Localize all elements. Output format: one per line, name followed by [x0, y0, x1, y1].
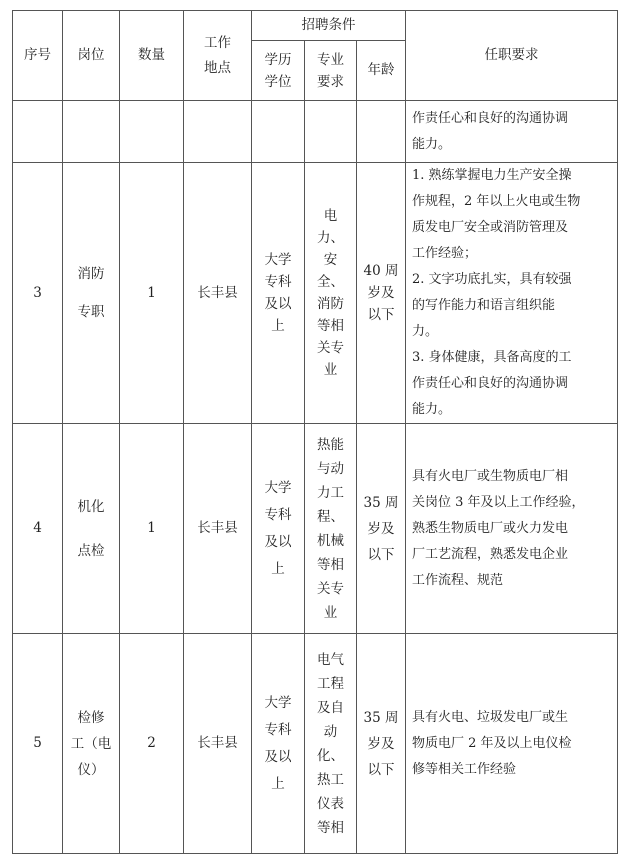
- requirements-line: 作规程，2 年以上火电或生物: [412, 194, 581, 209]
- requirements-line: 2. 文字功底扎实，具有较强: [412, 272, 572, 287]
- location-cell: 长丰县: [184, 163, 252, 424]
- major-line: 消防: [317, 296, 344, 312]
- count-cell: 1: [120, 163, 184, 424]
- requirements-line: 1. 熟练掌握电力生产安全操: [412, 168, 572, 183]
- header-age: 年龄: [357, 41, 406, 101]
- requirements-line: 能力。: [412, 402, 452, 417]
- header-location-line2: 地点: [204, 59, 231, 76]
- major-line: 力、: [317, 230, 344, 246]
- major-line: 等相: [317, 556, 344, 573]
- major-line: 业: [323, 604, 338, 621]
- position-line: 检修: [77, 709, 105, 726]
- cell-empty: [184, 101, 252, 163]
- requirements-cell: [406, 634, 618, 854]
- age-line: 35 周: [363, 494, 399, 511]
- major-line: 机械: [317, 532, 344, 549]
- major-line: 业: [323, 362, 338, 378]
- index-cell: 5: [13, 634, 63, 854]
- header-position: 岗位: [63, 11, 120, 101]
- education-line: 专科: [264, 274, 292, 290]
- education-line: 上: [271, 318, 285, 334]
- header-requirements: 任职要求: [406, 11, 618, 101]
- header-major: [305, 41, 357, 101]
- age-line: 以下: [367, 761, 395, 778]
- requirements-line: 熟悉生物质电厂或火力发电: [412, 520, 569, 536]
- education-line: 专科: [264, 506, 292, 523]
- position-cell: [63, 424, 120, 634]
- requirements-line: 厂工艺流程，熟悉发电企业: [412, 546, 569, 562]
- age-line: 以下: [367, 546, 395, 563]
- requirements-cell: [406, 163, 618, 424]
- cell-empty: [63, 101, 120, 163]
- major-line: 热能: [317, 436, 344, 453]
- header-count: 数量: [120, 11, 184, 101]
- table-row: [13, 634, 618, 854]
- education-line: 及以: [264, 296, 292, 312]
- major-line: 关专: [317, 580, 344, 597]
- requirements-line: 作责任心和良好的沟通协调: [412, 110, 569, 126]
- age-cell: [357, 424, 406, 634]
- requirements-cell: [406, 424, 618, 634]
- age-line: 40 周: [363, 263, 399, 279]
- major-line: 化、: [317, 747, 344, 764]
- major-line: 等相: [317, 819, 344, 836]
- major-line: 安: [323, 252, 338, 268]
- position-line: 仪）: [77, 761, 105, 778]
- age-line: 岁及: [367, 735, 395, 752]
- requirements-line: 具有火电、垃圾发电厂或生: [412, 709, 569, 725]
- position-line: 专职: [77, 304, 105, 320]
- position-line: 点检: [77, 542, 105, 559]
- position-cell: [63, 163, 120, 424]
- major-line: 及自: [317, 699, 344, 716]
- major-line: 动: [323, 723, 338, 740]
- position-line: 消防: [77, 266, 105, 282]
- header-education-line1: 学历: [264, 51, 292, 68]
- index-cell: 4: [13, 424, 63, 634]
- major-line: 电: [323, 208, 338, 224]
- major-line: 仪表: [317, 795, 344, 812]
- requirements-line: 能力。: [412, 136, 452, 152]
- requirements-line: 工作流程、规范: [412, 572, 504, 588]
- major-line: 等相: [317, 318, 344, 334]
- major-line: 关专: [317, 340, 344, 356]
- header-education: [252, 41, 305, 101]
- cell-empty: [120, 101, 184, 163]
- location-cell: 长丰县: [184, 424, 252, 634]
- major-line: 程、: [317, 508, 344, 525]
- education-cell: [252, 634, 305, 854]
- requirements-line: 作责任心和良好的沟通协调: [412, 376, 569, 391]
- header-conditions: 招聘条件: [252, 11, 406, 41]
- education-line: 及以: [264, 533, 292, 550]
- age-cell: [357, 634, 406, 854]
- education-line: 大学: [264, 252, 292, 268]
- header-location-line1: 工作: [204, 34, 231, 51]
- cell-empty: [13, 101, 63, 163]
- age-line: 35 周: [363, 709, 399, 726]
- education-line: 上: [271, 775, 285, 792]
- header-location: [184, 11, 252, 101]
- requirements-line: 物质电厂 2 年及以上电仪检: [412, 735, 572, 751]
- requirements-line: 3. 身体健康，具备高度的工: [412, 350, 572, 365]
- position-line: 机化: [77, 498, 105, 515]
- education-line: 大学: [264, 479, 292, 496]
- header-row-1: [13, 11, 618, 41]
- cell-empty: [357, 101, 406, 163]
- education-line: 及以: [264, 748, 292, 765]
- education-line: 专科: [264, 721, 292, 738]
- position-line: 工（电: [70, 735, 112, 752]
- major-cell: [305, 424, 357, 634]
- major-line: 全、: [317, 274, 344, 290]
- major-line: 工程: [317, 675, 344, 692]
- major-line: 热工: [317, 771, 344, 788]
- requirements-line: 具有火电厂或生物质电厂相: [412, 468, 569, 484]
- major-line: 与动: [317, 460, 344, 477]
- requirements-line: 的写作能力和语言组织能: [412, 298, 556, 313]
- education-line: 大学: [264, 694, 292, 711]
- header-major-line2: 要求: [317, 73, 344, 90]
- location-cell: 长丰县: [184, 634, 252, 854]
- count-cell: 2: [120, 634, 184, 854]
- table-row-continued: [13, 101, 618, 163]
- education-cell: [252, 424, 305, 634]
- header-education-line2: 学位: [264, 73, 292, 90]
- education-line: 上: [271, 560, 285, 577]
- header-index: 序号: [13, 11, 63, 101]
- age-cell: [357, 163, 406, 424]
- count-cell: 1: [120, 424, 184, 634]
- major-line: 电气: [317, 651, 344, 668]
- requirements-line: 修等相关工作经验: [412, 761, 517, 777]
- requirements-line: 力。: [412, 324, 439, 339]
- cell-empty: [305, 101, 357, 163]
- cell-empty: [252, 101, 305, 163]
- requirements-cell: [406, 101, 618, 163]
- index-cell: 3: [13, 163, 63, 424]
- table-row: [13, 424, 618, 634]
- major-line: 力工: [317, 484, 344, 501]
- major-cell: [305, 634, 357, 854]
- requirements-line: 工作经验；: [412, 246, 478, 261]
- header-major-line1: 专业: [317, 51, 344, 68]
- position-cell: [63, 634, 120, 854]
- recruitment-table: [12, 10, 618, 854]
- requirements-line: 关岗位 3 年及以上工作经验，: [412, 494, 585, 510]
- requirements-line: 质发电厂安全或消防管理及: [412, 220, 569, 235]
- education-cell: [252, 163, 305, 424]
- age-line: 岁及: [367, 520, 395, 537]
- age-line: 岁及: [367, 285, 395, 301]
- age-line: 以下: [367, 307, 395, 323]
- table-row: [13, 163, 618, 424]
- major-cell: [305, 163, 357, 424]
